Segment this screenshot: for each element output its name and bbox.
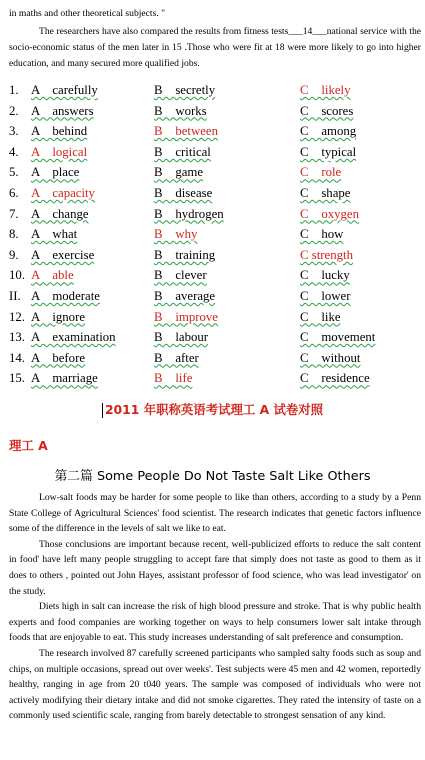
option-b: B secretly	[154, 83, 216, 97]
option-b: B improve	[154, 309, 218, 324]
option-c: C without	[300, 350, 361, 365]
option-c: C strength	[300, 247, 353, 262]
option-row	[9, 142, 421, 163]
option-a: A carefully	[31, 83, 98, 97]
option-row	[9, 327, 421, 348]
option-row	[9, 348, 421, 369]
option-b: B works	[154, 103, 207, 118]
option-b: B hydrogen	[154, 206, 224, 221]
option-a: A capacity	[31, 185, 95, 200]
option-a: A exercise	[31, 247, 95, 262]
question-number: 6.	[9, 185, 19, 200]
question-number: 10.	[9, 268, 25, 283]
chapter-title: 第二篇 Some People Do Not Taste Salt Like Others	[54, 469, 371, 484]
option-row	[9, 80, 421, 101]
option-c: C lucky	[300, 268, 350, 283]
section-subheading: 理工 A	[9, 438, 48, 453]
option-row	[9, 307, 421, 328]
question-number: 4.	[9, 144, 19, 159]
option-a: A marriage	[31, 371, 98, 386]
question-number: 9.	[9, 247, 19, 262]
option-a: A answers	[31, 103, 94, 118]
option-b: B game	[154, 165, 204, 180]
option-b: B between	[154, 124, 218, 139]
exam-heading-text: 2011 年职称英语考试理工 A 试卷对照	[104, 402, 324, 417]
option-c: C among	[300, 124, 357, 139]
option-b: B after	[154, 350, 199, 365]
question-number: 3.	[9, 124, 19, 139]
option-c: C residence	[300, 371, 370, 386]
option-c: C how	[300, 227, 344, 242]
option-b: B labour	[154, 330, 209, 345]
passage-paragraph: The research involved 87 carefully screened participants who sampled salty foods such as soup and chips, on multiple occasions, spread out over weeks'. Test subjects were 45 men and 42 women, reportedly healthy, ranging in age from 20 t040 years. The sample was composed of individuals who were not actively modifying their dietary intake and did not smoke cigarettes. They rated the intensity of taste on a commonly used scientific scale, ranging from barely detectable to strongest sensation of any kind.	[9, 647, 421, 722]
option-row	[9, 224, 421, 245]
question-number: 5.	[9, 165, 19, 180]
option-b: B life	[154, 371, 193, 386]
option-a: A ignore	[31, 309, 86, 324]
passage	[9, 490, 421, 724]
option-c: C oxygen	[300, 206, 360, 221]
option-a: A logical	[31, 144, 88, 159]
option-row	[9, 245, 421, 266]
option-b: B clever	[154, 268, 207, 283]
option-a: A change	[31, 206, 89, 221]
passage-paragraph: Diets high in salt can increase the risk of high blood pressure and stroke. That is why public health experts and food companies are working together on ways to help consumers lower salt intake through foods that are enjoyable to eat. This study increases understanding of salt preference and consumption.	[9, 601, 421, 644]
option-c: C role	[300, 165, 342, 180]
option-row	[9, 265, 421, 286]
exam-heading	[0, 400, 425, 418]
option-a: A behind	[31, 124, 88, 139]
option-a: A moderate	[31, 288, 100, 303]
option-b: B why	[154, 227, 198, 242]
option-c: C shape	[300, 185, 351, 200]
option-c: C lower	[300, 288, 351, 303]
text-cursor	[102, 403, 103, 418]
option-a: A able	[31, 268, 74, 283]
option-b: B average	[154, 288, 216, 303]
option-c: C scores	[300, 103, 354, 118]
passage-paragraph: Low-salt foods may be harder for some people to like than others, according to a study by a Penn State College of Agricultural Sciences' food scientist. The research indicates that genetic factors influence some of the difference in the levels of salt we like to eat.	[9, 492, 421, 535]
question-number: 13.	[9, 330, 25, 345]
intro-paragraph: The researchers have also compared the results from fitness tests___14___national service with the socio-economic status of the men later in 15 .Those who were fit at 18 were more likely to go into higher education, and many secured more qualified jobs.	[9, 26, 421, 69]
option-row	[9, 204, 421, 225]
option-b: B critical	[154, 144, 211, 159]
option-row	[9, 101, 421, 122]
option-row	[9, 183, 421, 204]
option-a: A examination	[31, 330, 116, 345]
option-row	[9, 368, 421, 389]
question-number: 12.	[9, 309, 25, 324]
option-row	[9, 286, 421, 307]
question-number: 15.	[9, 371, 25, 386]
intro-line: in maths and other theoretical subjects. "	[9, 8, 166, 19]
option-b: B training	[154, 247, 216, 262]
question-number: 8.	[9, 227, 19, 242]
option-a: A place	[31, 165, 80, 180]
question-number: II.	[9, 288, 21, 303]
option-a: A before	[31, 350, 86, 365]
option-c: C typical	[300, 144, 357, 159]
option-c: C movement	[300, 330, 376, 345]
option-a: A what	[31, 227, 78, 242]
question-number: 2.	[9, 103, 19, 118]
option-row	[9, 162, 421, 183]
question-number: 1.	[9, 83, 19, 97]
option-c: C likely	[300, 83, 351, 97]
passage-paragraph: Those conclusions are important because recent, well-publicized efforts to reduce the salt content in food' have left many people struggling to accept fare that simply does not taste as good to them as it does to others , pointed out John Hayes, assistant professor of food science, who was lead investigator' on the study.	[9, 538, 421, 597]
option-b: B disease	[154, 185, 213, 200]
option-c: C like	[300, 309, 341, 324]
question-number: 7.	[9, 206, 19, 221]
question-number: 14.	[9, 350, 25, 365]
options-list	[9, 80, 421, 389]
option-row	[9, 121, 421, 142]
